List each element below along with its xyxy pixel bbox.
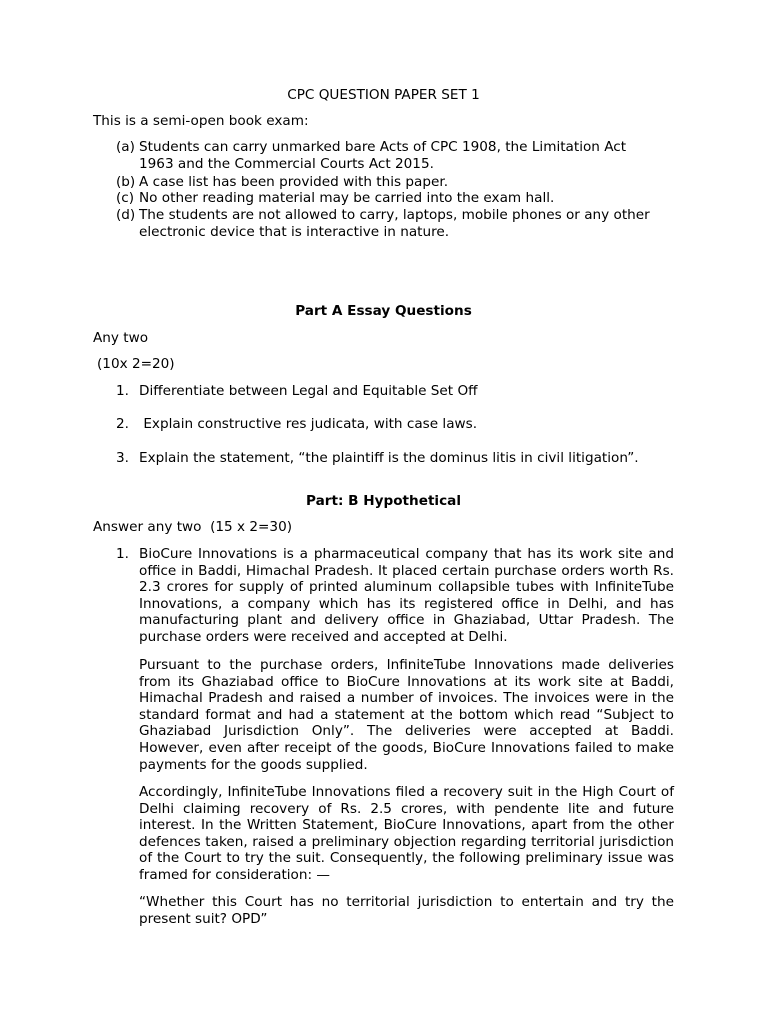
intro-text: This is a semi-open book exam: xyxy=(93,113,309,129)
rule-text: The students are not allowed to carry, laptops, mobile phones or any other electronic device that is interactive in nature. xyxy=(139,207,650,240)
rule-marker: (c) xyxy=(116,190,135,206)
rule-marker: (b) xyxy=(116,174,136,190)
question-text: Explain the statement, “the plaintiff is the dominus litis in civil litigation”. xyxy=(139,450,639,466)
rule-marker: (d) xyxy=(116,207,136,223)
rule-text: Students can carry unmarked bare Acts of CPC 1908, the Limitation Act 1963 and the Commercial Courts Act 2015. xyxy=(139,139,627,172)
hypothetical-paragraph: BioCure Innovations is a pharmaceutical company that has its work site and office in Baddi, Himachal Pradesh. It placed certain purchase orders worth Rs. 2.3 crores for supply of printed aluminum collapsible tubes with InfiniteTube Innovations, a company which has its registered office in Delhi, and has manufacturing plant and delivery office in Ghaziabad, Uttar Pradesh. The purchase orders were received and accepted at Delhi. xyxy=(139,546,674,645)
question-number: 1. xyxy=(116,546,129,562)
paper-title: CPC QUESTION PAPER SET 1 xyxy=(287,87,480,103)
rule-text: No other reading material may be carried into the exam hall. xyxy=(139,190,555,206)
rule-text: A case list has been provided with this paper. xyxy=(139,174,449,190)
question-text: Differentiate between Legal and Equitable Set Off xyxy=(139,383,478,399)
part-b-instruction: Answer any two (15 x 2=30) xyxy=(93,519,293,535)
part-b-heading: Part: B Hypothetical xyxy=(306,493,461,509)
hypothetical-paragraph: Accordingly, InfiniteTube Innovations filed a recovery suit in the High Court of Delhi claiming recovery of Rs. 2.5 crores, with pendente lite and future interest. In the Written Statement, BioCure Innovations, apart from the other defences taken, raised a preliminary objection regarding territorial jurisdiction of the Court to try the suit. Consequently, the following preliminary issue was framed for consideration: — xyxy=(139,784,674,883)
question-number: 1. xyxy=(116,383,129,399)
question-number: 2. xyxy=(116,416,129,432)
part-a-heading: Part A Essay Questions xyxy=(295,303,472,319)
preliminary-issue: “Whether this Court has no territorial jurisdiction to entertain and try the present suit? OPD” xyxy=(139,894,674,927)
question-number: 3. xyxy=(116,450,129,466)
part-a-marks: (10x 2=20) xyxy=(97,356,175,372)
rule-marker: (a) xyxy=(116,139,135,155)
part-a-instruction: Any two xyxy=(93,330,149,346)
question-text: Explain constructive res judicata, with case laws. xyxy=(139,416,478,432)
hypothetical-paragraph: Pursuant to the purchase orders, InfiniteTube Innovations made deliveries from its Ghaziabad office to BioCure Innovations at its work site at Baddi, Himachal Pradesh and raised a number of invoices. The invoices were in the standard format and had a statement at the bottom which read “Subject to Ghaziabad Jurisdiction Only”. The deliveries were accepted at Baddi. However, even after receipt of the goods, BioCure Innovations failed to make payments for the goods supplied. xyxy=(139,657,674,773)
